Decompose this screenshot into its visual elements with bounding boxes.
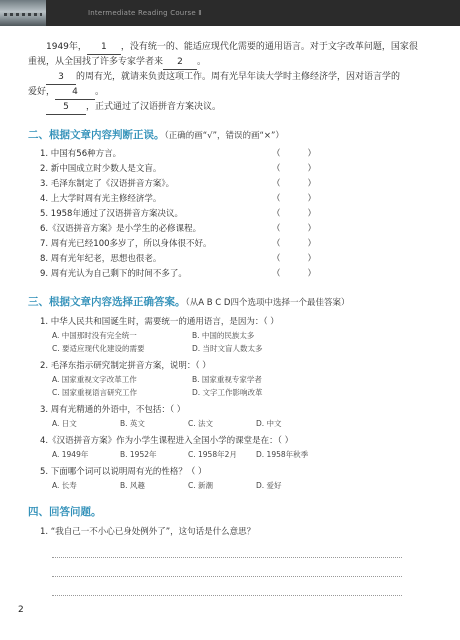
- mc-option[interactable]: C. 法文: [188, 419, 214, 428]
- answer-parens[interactable]: （ ）: [272, 149, 316, 159]
- mc-option[interactable]: B. 1952年: [120, 450, 157, 459]
- mc-option[interactable]: D. 文字工作影响改革: [192, 388, 263, 397]
- mc-options: [40, 373, 438, 399]
- page-number: 2: [18, 605, 24, 615]
- page-header: [0, 0, 460, 26]
- mc-option[interactable]: A. 长寿: [52, 481, 77, 490]
- mc-question: 5. 下面哪个词可以说明周有光的性格？（ ）: [40, 467, 207, 477]
- tf-item: 2. 新中国成立时少数人是文盲。 （ ）: [40, 162, 438, 177]
- mc-options: [40, 329, 438, 355]
- qa-question: 1. “我自己一不小心已身处例外了”，这句话是什么意思？: [40, 527, 256, 537]
- passage: [28, 40, 438, 115]
- mc-question: 2. 毛泽东指示研究制定拼音方案，说明：（ ）: [40, 361, 211, 371]
- tf-item: 8. 周有光年纪老，思想也很老。 （ ）: [40, 252, 438, 267]
- mc-option[interactable]: A. 中国那时没有完全统一: [52, 331, 137, 340]
- mc-option[interactable]: C. 国家重视语言研究工作: [52, 388, 138, 397]
- answer-parens[interactable]: （ ）: [272, 179, 316, 189]
- answer-parens[interactable]: （ ）: [272, 224, 316, 234]
- mc-options: [40, 417, 438, 430]
- page-content: [28, 40, 438, 596]
- blank-3[interactable]: 3: [46, 70, 76, 85]
- mc-option[interactable]: D. 爱好: [256, 481, 282, 490]
- header-photo: [0, 0, 46, 26]
- mc-option[interactable]: D. 中文: [256, 419, 282, 428]
- tf-item: 4. 上大学时周有光主修经济学。 （ ）: [40, 192, 438, 207]
- multiple-choice-list: [28, 315, 438, 492]
- mc-question: 4.《汉语拼音方案》作为小学生课程进入全国小学的课堂是在：（ ）: [40, 436, 294, 446]
- mc-options: [40, 479, 438, 492]
- mc-option[interactable]: C. 要适应现代化建设的需要: [52, 344, 145, 353]
- answer-parens[interactable]: （ ）: [272, 164, 316, 174]
- mc-option[interactable]: B. 中国的民族太多: [192, 331, 255, 340]
- section-2-title: 二、根据文章内容判断正误。（正确的画“√”，错误的画“×”）: [28, 129, 284, 141]
- tf-item: 5. 1958年通过了汉语拼音方案决议。 （ ）: [40, 207, 438, 222]
- section-3-title: 三、根据文章内容选择正确答案。（从A B C D四个选项中选择一个最佳答案）: [28, 296, 350, 308]
- mc-option[interactable]: A. 日文: [52, 419, 77, 428]
- mc-option[interactable]: A. 1949年: [52, 450, 89, 459]
- passage-line-3: 3 的周有光，就请来负责这项工作。周有光早年读大学时主修经济学，因对语言学的: [28, 70, 438, 85]
- tf-item: 7. 周有光已经100多岁了，所以身体很不好。 （ ）: [40, 237, 438, 252]
- mc-option[interactable]: C. 1958年2月: [188, 450, 237, 459]
- section-4-title: 四、回答问题。: [28, 506, 102, 518]
- blank-2[interactable]: 2: [163, 55, 197, 70]
- tf-item: 9. 周有光认为自己剩下的时间不多了。 （ ）: [40, 267, 438, 282]
- blank-4[interactable]: 4: [55, 85, 95, 100]
- mc-option[interactable]: C. 新潮: [188, 481, 214, 490]
- answer-line[interactable]: [52, 545, 402, 558]
- mc-options: [40, 448, 438, 461]
- mc-option[interactable]: B. 国家重视专家学者: [192, 375, 262, 384]
- passage-line-2: 重视，从全国找了许多专家学者来 2 。: [28, 55, 438, 70]
- mc-option[interactable]: B. 英文: [120, 419, 145, 428]
- answer-parens[interactable]: （ ）: [272, 254, 316, 264]
- mc-option[interactable]: D. 1958年秋季: [256, 450, 309, 459]
- mc-option[interactable]: B. 风趣: [120, 481, 145, 490]
- tf-item: 1. 中国有56种方言。 （ ）: [40, 147, 438, 162]
- passage-line-1: 1949年， 1 ，没有统一的、能适应现代化需要的通用语言。对于文字改革问题，国家很: [28, 40, 438, 55]
- passage-line-4: 爱好， 4 。: [28, 85, 438, 100]
- answer-parens[interactable]: （ ）: [272, 239, 316, 249]
- tf-item: 3. 毛泽东制定了《汉语拼音方案》。 （ ）: [40, 177, 438, 192]
- mc-option[interactable]: D. 当时文盲人数太多: [192, 344, 263, 353]
- header-title: Intermediate Reading Course Ⅱ: [88, 9, 202, 17]
- answer-parens[interactable]: （ ）: [272, 209, 316, 219]
- answer-parens[interactable]: （ ）: [272, 269, 316, 279]
- answer-line[interactable]: [52, 583, 402, 596]
- blank-1[interactable]: 1: [87, 40, 121, 55]
- mc-question: 3. 周有光精通的外语中，不包括：（ ）: [40, 405, 186, 415]
- section-2-note: （正确的画“√”，错误的画“×”）: [164, 131, 284, 141]
- answer-question-list: [28, 525, 438, 596]
- mc-question: 1. 中华人民共和国诞生时，需要统一的通用语言，是因为：（ ）: [40, 317, 279, 327]
- mc-option[interactable]: A. 国家重视文字改革工作: [52, 375, 137, 384]
- answer-line[interactable]: [52, 564, 402, 577]
- tf-item: 6.《汉语拼音方案》是小学生的必修课程。 （ ）: [40, 222, 438, 237]
- section-3-note: （从A B C D四个选项中选择一个最佳答案）: [185, 298, 350, 308]
- passage-line-5: 5 ，正式通过了汉语拼音方案决议。: [28, 100, 438, 115]
- blank-5[interactable]: 5: [46, 100, 86, 115]
- true-false-list: [28, 147, 438, 282]
- answer-parens[interactable]: （ ）: [272, 194, 316, 204]
